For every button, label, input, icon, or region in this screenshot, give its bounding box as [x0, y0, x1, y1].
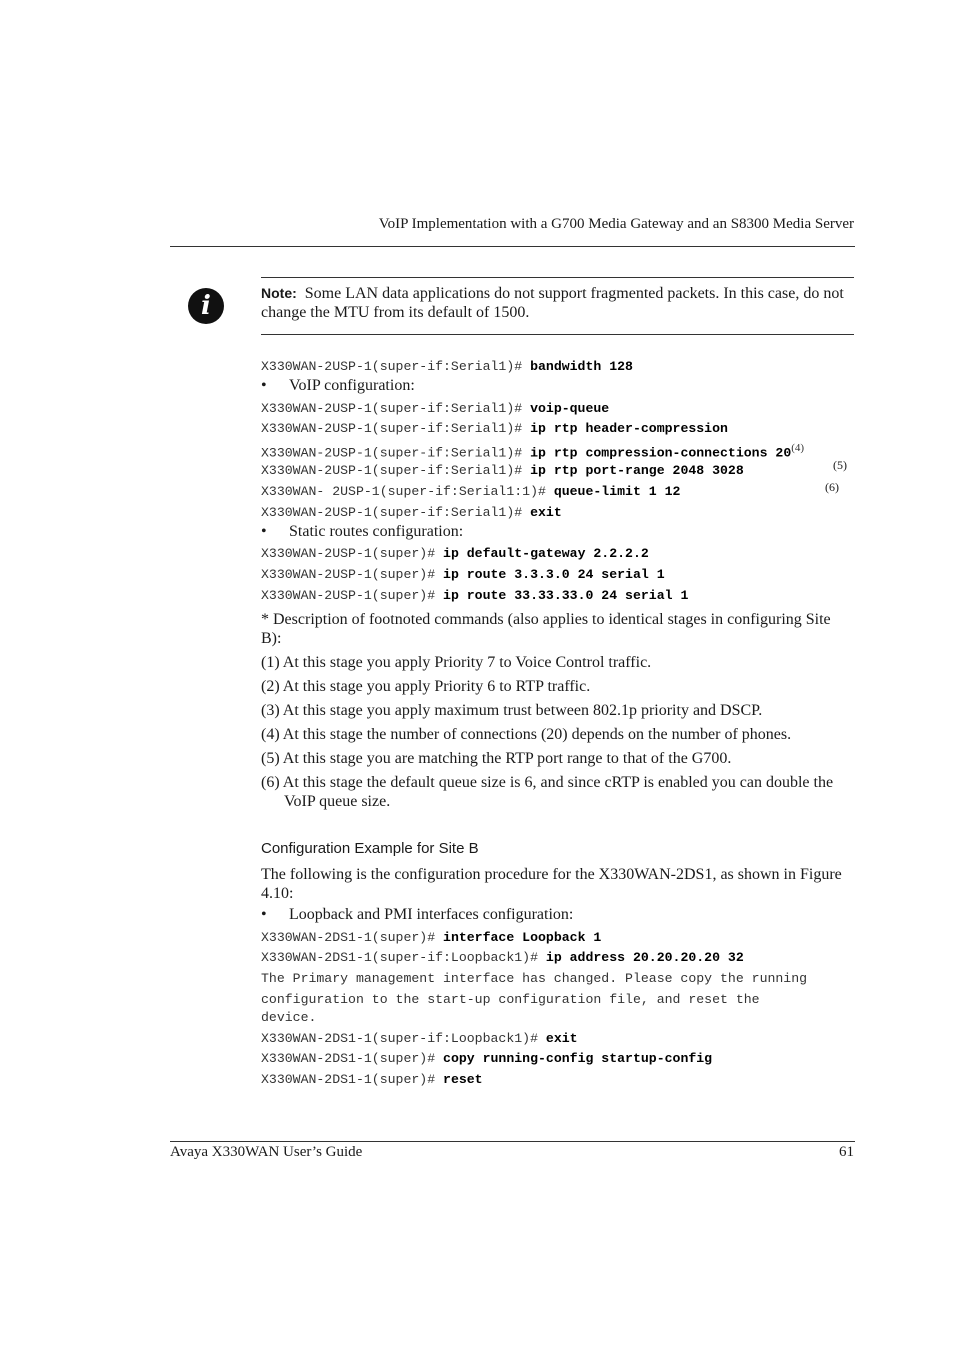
code-prompt: X330WAN-2USP-1(super-if:Serial1)# — [261, 445, 531, 461]
footer-rule — [170, 1141, 855, 1142]
code-line-bandwidth — [261, 359, 633, 374]
code-line — [261, 484, 680, 499]
footnote-item: (2) At this stage you apply Priority 6 to RTP traffic. — [261, 678, 591, 695]
bullet-text: VoIP configuration: — [289, 377, 415, 394]
code-message-line: device. — [261, 1010, 317, 1025]
note-body: Some LAN data applications do not support fragmented packets. In this case, do not change the MTU from its default of 1500. — [261, 285, 844, 321]
code-command: exit — [545, 1031, 578, 1046]
note-bottom-rule — [261, 334, 854, 335]
code-prompt: X330WAN-2USP-1(super-if:Serial1)# — [261, 421, 531, 436]
code-command: ip route 3.3.3.0 24 serial 1 — [443, 567, 665, 582]
running-header: VoIP Implementation with a G700 Media Gateway and an S8300 Media Server — [378, 216, 854, 232]
footer-title: Avaya X330WAN User’s Guide — [170, 1144, 363, 1160]
section-heading: Configuration Example for Site B — [261, 840, 479, 857]
section-intro: The following is the configuration procedure for the X330WAN-2DS1, as shown in Figure 4.10: — [261, 866, 842, 902]
footnote-marker: (6) — [825, 480, 839, 494]
code-command: interface Loopback 1 — [443, 930, 602, 945]
code-prompt: X330WAN-2USP-1(super-if:Serial1)# — [261, 463, 531, 478]
bullet-loopback: • Loopback and PMI interfaces configuration: — [261, 906, 574, 923]
code-command: ip rtp header-compression — [530, 421, 728, 436]
code-prompt: X330WAN-2DS1-1(super-if:Loopback1)# — [261, 1031, 546, 1046]
code-command: ip route 33.33.33.0 24 serial 1 — [443, 588, 689, 603]
bullet-voip: • VoIP configuration: — [261, 377, 415, 394]
code-prompt: X330WAN- 2USP-1(super-if:Serial1:1)# — [261, 484, 554, 499]
code-message-line: The Primary management interface has changed. Please copy the running — [261, 971, 808, 986]
code-prompt: X330WAN-2USP-1(super)# — [261, 588, 444, 603]
code-command: copy running-config startup-config — [443, 1051, 713, 1066]
code-command: bandwidth 128 — [530, 359, 633, 374]
code-prompt: X330WAN-2USP-1(super)# — [261, 546, 444, 561]
footnote-item: (4) At this stage the number of connections (20) depends on the number of phones. — [261, 726, 792, 743]
code-line — [261, 1031, 578, 1046]
code-line — [261, 588, 688, 603]
code-line — [261, 950, 744, 965]
code-line — [261, 546, 649, 561]
footnote-intro: * Description of footnoted commands (also applies to identical stages in configuring Site B): — [261, 611, 831, 647]
code-command: reset — [443, 1072, 483, 1087]
header-rule — [170, 246, 855, 247]
code-line — [261, 1072, 483, 1087]
code-prompt: X330WAN-2USP-1(super)# — [261, 567, 444, 582]
bullet-text: Static routes configuration: — [289, 523, 464, 540]
footnote-item: (5) At this stage you are matching the RTP port range to that of the G700. — [261, 750, 732, 767]
info-icon: i — [188, 288, 224, 324]
code-line — [261, 463, 744, 478]
footnote-marker: (4) — [791, 442, 805, 454]
code-prompt: X330WAN-2USP-1(super-if:Serial1)# — [261, 401, 531, 416]
note-label: Note: — [261, 285, 297, 301]
bullet-static: • Static routes configuration: — [261, 523, 464, 540]
code-prompt: X330WAN-2DS1-1(super)# — [261, 930, 444, 945]
code-message-line: configuration to the start-up configuration file, and reset the — [261, 992, 760, 1007]
footnote-item: (1) At this stage you apply Priority 7 to Voice Control traffic. — [261, 654, 652, 671]
code-command: ip rtp compression-connections 20 — [530, 445, 792, 461]
code-prompt: X330WAN-2USP-1(super-if:Serial1)# — [261, 359, 531, 374]
code-command: ip default-gateway 2.2.2.2 — [443, 546, 649, 561]
code-command: voip-queue — [530, 401, 610, 416]
code-line — [261, 505, 562, 520]
code-prompt: X330WAN-2USP-1(super-if:Serial1)# — [261, 505, 531, 520]
note-text — [261, 284, 855, 322]
bullet-text: Loopback and PMI interfaces configuration: — [289, 906, 574, 923]
code-line — [261, 930, 601, 945]
code-prompt: X330WAN-2DS1-1(super)# — [261, 1051, 444, 1066]
code-command: ip address 20.20.20.20 32 — [545, 950, 744, 965]
code-line — [261, 421, 728, 436]
code-line — [261, 1051, 712, 1066]
code-command: ip rtp port-range 2048 3028 — [530, 463, 744, 478]
code-line — [261, 401, 609, 416]
page-number: 61 — [839, 1144, 854, 1160]
code-line — [261, 567, 665, 582]
footnote-item: (3) At this stage you apply maximum trust between 802.1p priority and DSCP. — [261, 702, 763, 719]
code-line — [261, 442, 804, 460]
code-command: queue-limit 1 12 — [553, 484, 681, 499]
code-command: exit — [530, 505, 562, 520]
code-prompt: X330WAN-2DS1-1(super-if:Loopback1)# — [261, 950, 546, 965]
footnote-marker: (5) — [833, 458, 847, 472]
note-top-rule — [261, 277, 854, 278]
footnote-item: (6) At this stage the default queue size is 6, and since cRTP is enabled you can double the VoIP queue size. — [261, 774, 834, 810]
code-prompt: X330WAN-2DS1-1(super)# — [261, 1072, 444, 1087]
